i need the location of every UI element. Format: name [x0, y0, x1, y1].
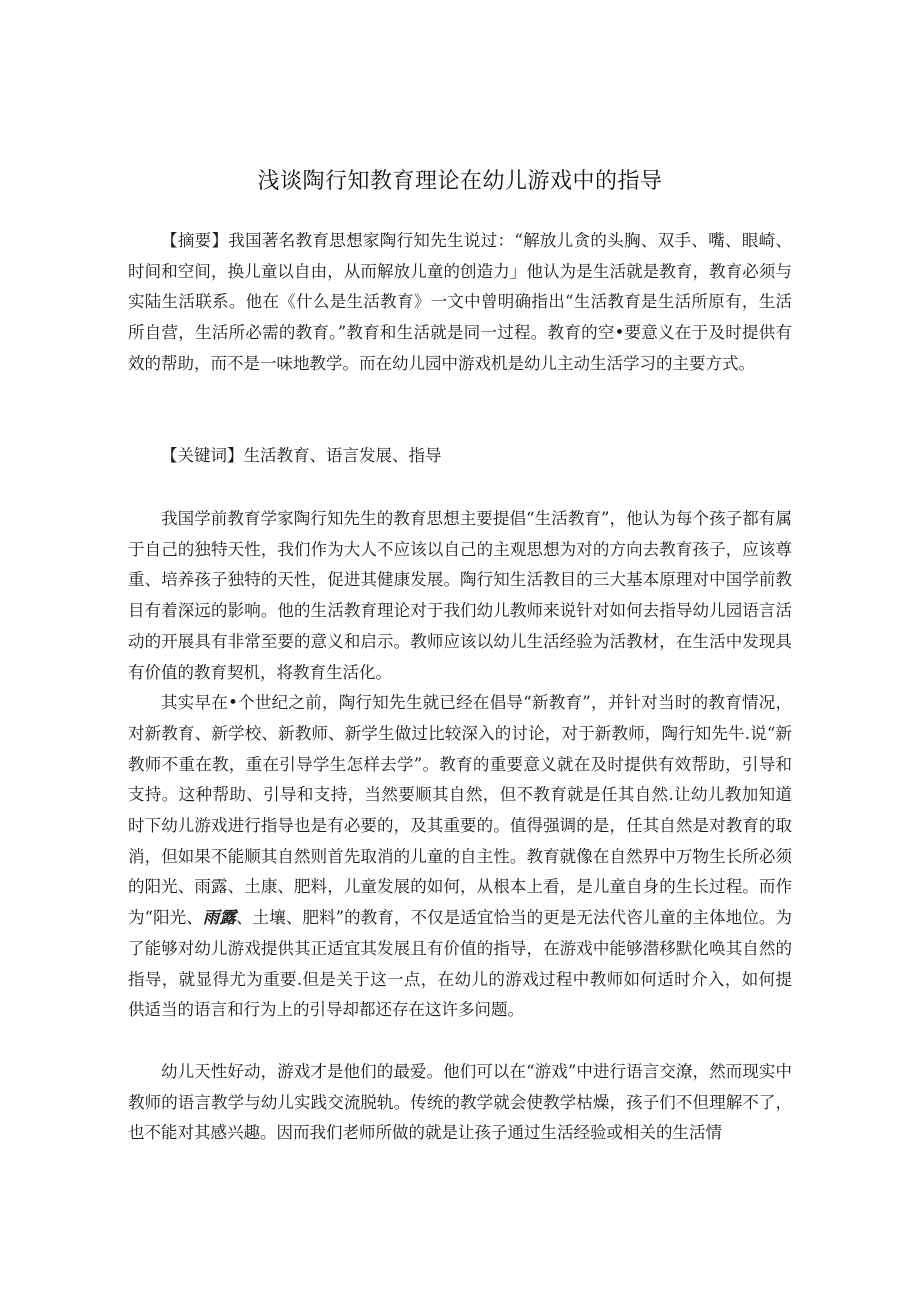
abstract-paragraph: 【摘要】我国著名教育思想家陶行知先生说过：“解放儿贪的头胸、双手、嘴、眼崎、时间和空间，换儿童以自由，从而解放儿童的创造力」他认为是生活就是教育，教育必须与实陆生活联系。他在《什么是生活教育》一文中曾明确指出“生活教育是生活所原有，生活所自营，生活所必需的教育。”教育和生活就是同一过程。教育的空•要意义在于及时提供有效的帮助，而不是一味地教学。而在幼儿园中游戏机是幼儿主动生活学习的主要方式。 [128, 231, 792, 373]
paragraph-2-text-after: 、土壤、肥料”的教育，不仅是适宜恰当的更是无法代咨儿童的主体地位。为了能够对幼儿游戏提供其正适宜其发展且有价值的指导，在游戏中能够潜移默化唤其自然的指导，就显得尤为重要.但是关于这一点，在幼儿的游戏过程中教师如何适时介入，如何提供适当的语言和行为上的引导却都还存在这许多问题。 [128, 908, 793, 1020]
body-paragraph-1: 我国学前教育学家陶行知先生的教育思想主要提倡“生活教育”，他认为每个孩子都有属于自己的独特天性，我们作为大人不应该以自己的主观思想为对的方向去教育孩子，应该尊重、培养孩子独特的天性，促进其健康发展。陶行知生活教目的三大基本原理对中国学前教目有着深远的影响。他的生活教育理论对于我们幼儿教师来说针对如何去指导幼儿园语言活动的开展具有非常至要的意义和启示。教师应该以幼儿生活经验为活教材，在生活中发现具有价值的教育契机，将教育生活化。 [128, 509, 792, 682]
body-section [128, 504, 792, 1026]
keywords-section [128, 441, 792, 472]
body-paragraph-2 [128, 688, 792, 1026]
abstract-section [128, 226, 792, 380]
document-title: 浅谈陶行知教育理论在幼儿游戏中的指导 [257, 169, 663, 194]
keywords-paragraph: 【关键词】生活教育、语言发展、指导 [161, 446, 442, 465]
body-section-continued [128, 1057, 792, 1149]
paragraph-2-emphasis: 雨露 [202, 908, 237, 928]
body-paragraph-3: 幼儿天性好动，游戏才是他们的最爱。他们可以在“游戏”中进行语言交潦，然而现实中教师的语言教学与幼儿实践交流脱轨。传统的教学就会使教学枯燥，孩子们不但理解不了，也不能对其感兴趣。因而我们老师所做的就是让孩子通过生活经验或相关的生活情 [128, 1062, 792, 1143]
paragraph-2-text-before: 其实早在•个世纪之前，陶行知先生就已经在倡导“新教育”，并针对当时的教育情况，对新教育、新学校、新教师、新学生做过比较深入的讨论，对于新教师，陶行知先牛.说“新教师不重在教，重在引导学生怎样去学”。教育的重要意义就在及时提供有效帮助，引导和支持。这种帮助、引导和支持，当然要顺其自然，但不教育就是任其自然.让幼儿教加知道时下幼儿游戏进行指导也是有必要的，及其重要的。值得强调的是，任其自然是对教育的取消，但如果不能顺其自然则首先取消的儿童的自主性。教育就像在自然界中万物生长所必须的阳光、雨露、土康、肥料，儿童发展的如何，从根本上看，是儿童自身的生长过程。而作为“阳光、 [128, 693, 792, 928]
